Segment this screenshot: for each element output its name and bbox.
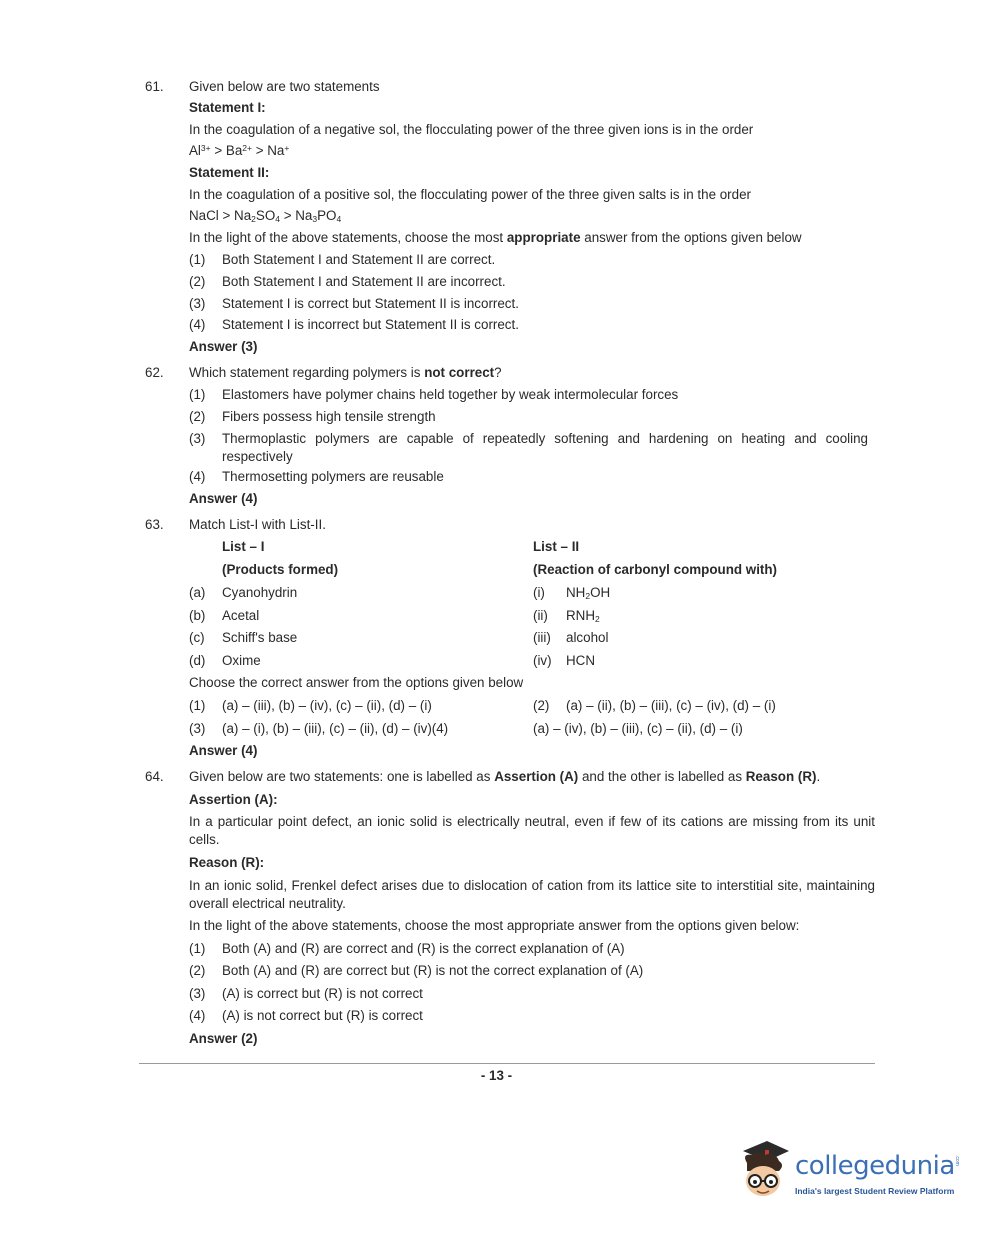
question-number: 62. — [145, 365, 164, 380]
page-number: - 13 - — [480, 1068, 513, 1083]
question-intro: Given below are two statements — [189, 79, 380, 94]
question-intro: Given below are two statements: one is labelled as Assertion (A) and the other is labelled as Reason (R). — [189, 769, 821, 784]
question-64: 64. Given below are two statements: one is labelled as Assertion (A) and the other is labelled as Reason (R). Assertion (A): In a particular point defect, an ionic solid is electrically neutral, even if few of its cations are missing from its unit cells. Reason (R): In an ionic solid, Frenkel defect arises due to dislocation of cation from its lattice site to interstitial site, maintaining overall electrical neutrality. In the light of the above statements, choose the most appropriate answer from the options given below: (1) Both (A) and (R) are correct and (R) is the correct explanation of (A) (2) Both (A) and (R) are correct but (R) is not the correct explanation of (A) (3) (A) is correct but (R) is not correct (4) (A) is not correct but (R) is correct Answer (2) — [145, 769, 875, 1046]
question-number: 64. — [145, 769, 164, 784]
statement-2-label: Statement II: — [189, 165, 270, 180]
brand-name: collegedunia — [795, 1151, 955, 1181]
list-1-heading: List – I — [222, 539, 265, 554]
answer: Answer (4) — [189, 743, 258, 758]
instruction: In the light of the above statements, choose the most appropriate answer from the options given below — [189, 230, 802, 245]
answer: Answer (4) — [189, 491, 258, 506]
statement-1-text: In the coagulation of a negative sol, the flocculating power of the three given ions is in the order — [189, 122, 754, 137]
question-61: 61. Given below are two statements Statement I: In the coagulation of a negative sol, the flocculating power of the three given ions is in the order $Al^{3+} > Ba^{2+} > Na^+$ Statement II: In the coagulation of a positive sol, the flocculating power of the three given salts is in the order NaCl > $Na_2SO_4 > Na_3PO_4$ In the light of the above statements, choose the most appropriate answer from the options given below (1) Both Statement I and Statement II are correct. (2) Both Statement I and Statement II are incorrect. (3) Statement I is correct but Statement II is incorrect. (4) Statement I is incorrect but Statement II is correct. Answer (3) — [145, 79, 802, 354]
question-number: 61. — [145, 79, 164, 94]
answer: Answer (3) — [189, 339, 258, 354]
brand-tagline: India's largest Student Review Platform — [795, 1186, 955, 1196]
list-2-heading: List – II — [533, 539, 580, 554]
footer-divider — [139, 1063, 875, 1064]
question-number: 63. — [145, 517, 164, 532]
student-mascot-icon — [733, 1137, 795, 1209]
question-63: 63. Match List-I with List-II. List – I List – II (Products formed) (Reaction of carbonyl compound with) (a) Cyanohydrin (b) Acetal (c) Schiff's base (d) Oxime (i) $NH_2OH$ (ii) $RNH_2$ (iii) alcohol (iv) HCN Choose the correct answer from the options given below (1) (a) – (iii), (b) – (iv), (c) – (ii), (d) – (i) (2) (a) – (ii), (b) – (iii), (c) – (iv), (d) – (i) (3) (a) – (i), (b) – (iii), (c) – (ii), (d) – (iv)(4) (a) – (iv), (b) – (iii), (c) – (ii), (d) – (i) Answer (4) — [145, 516, 875, 761]
assertion-label: Assertion (A): — [189, 792, 278, 807]
list-2-subheading: (Reaction of carbonyl compound with) — [533, 562, 778, 577]
answer: Answer (2) — [189, 1031, 258, 1046]
instruction: Choose the correct answer from the options given below — [189, 675, 524, 690]
salt-order: NaCl > $Na_2SO_4 > Na_3PO_4$ — [189, 208, 342, 224]
assertion-text: In a particular point defect, an ionic solid is electrically neutral, even if few of its cations are missing from its unit cells. — [189, 814, 875, 847]
question-stem: Match List-I with List-II. — [189, 517, 326, 532]
question-stem: Which statement regarding polymers is not correct? — [189, 365, 502, 380]
instruction: In the light of the above statements, choose the most appropriate answer from the options given below: — [189, 918, 800, 933]
reason-text: In an ionic solid, Frenkel defect arises due to dislocation of cation from its lattice site to interstitial site, maintaining overall electrical neutrality. — [189, 878, 875, 911]
option: (3) Thermoplastic polymers are capable of repeatedly softening and hardening on heating and cooling respectively — [189, 431, 868, 464]
statement-2-text: In the coagulation of a positive sol, the flocculating power of the three given salts is in the order — [189, 187, 751, 202]
reason-label: Reason (R): — [189, 855, 265, 870]
option: (a) – (iv), (b) – (iii), (c) – (ii), (d) – (i) — [533, 721, 743, 736]
ion-order: $Al^{3+} > Ba^{2+} > Na^+$ — [189, 143, 290, 158]
question-62: 62. Which statement regarding polymers is not correct? (1) Elastomers have polymer chains held together by weak intermolecular forces (2) Fibers possess high tensile strength (3) Thermoplastic polymers are capable of repeatedly softening and hardening on heating and cooling respectively (4) Thermosetting polymers are reusable Answer (4) — [145, 364, 875, 514]
brand-suffix: .com — [954, 1155, 960, 1166]
collegedunia-logo[interactable] — [733, 1137, 963, 1209]
list-1-subheading: (Products formed) — [222, 562, 339, 577]
statement-1-label: Statement I: — [189, 100, 266, 115]
